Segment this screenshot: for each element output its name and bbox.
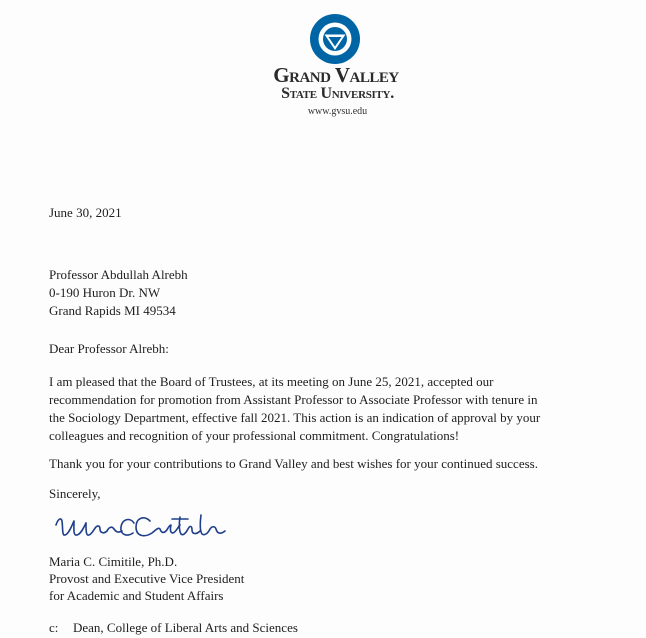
salutation: Dear Professor Alrebh:: [49, 341, 169, 356]
paragraph-line: colleagues and recognition of your professional commitment. Congratulations!: [49, 428, 460, 443]
handwritten-signature: [52, 509, 237, 549]
institution-name-line2: State University.: [281, 85, 394, 102]
body-paragraph-1: [49, 373, 629, 445]
institution-name-line1: Grand Valley: [273, 63, 399, 87]
paragraph-line: the Sociology Department, effective fall 2021. This action is an indication of approval by your: [49, 410, 541, 425]
gvsu-logo-icon: [309, 13, 361, 65]
body-paragraph-2: Thank you for your contributions to Grand Valley and best wishes for your continued success.: [49, 456, 538, 471]
paragraph-line: I am pleased that the Board of Trustees, at its meeting on June 25, 2021, accepted our: [49, 374, 494, 389]
recipient-city: Grand Rapids MI 49534: [49, 303, 176, 318]
signatory-title-line1: Provost and Executive Vice President: [49, 571, 245, 586]
closing: Sincerely,: [49, 486, 101, 501]
letter-date: June 30, 2021: [49, 205, 122, 220]
recipient-name: Professor Abdullah Alrebh: [49, 267, 188, 282]
signatory-title-line2: for Academic and Student Affairs: [49, 588, 224, 603]
paragraph-line: recommendation for promotion from Assistant Professor to Associate Professor with tenure in: [49, 392, 538, 407]
recipient-street: 0-190 Huron Dr. NW: [49, 285, 161, 300]
institution-website: www.gvsu.edu: [307, 106, 368, 117]
signatory-name: Maria C. Cimitile, Ph.D.: [49, 554, 178, 569]
cc-recipient: Dean, College of Liberal Arts and Sciences: [73, 620, 298, 635]
cc-label: c:: [49, 620, 59, 635]
